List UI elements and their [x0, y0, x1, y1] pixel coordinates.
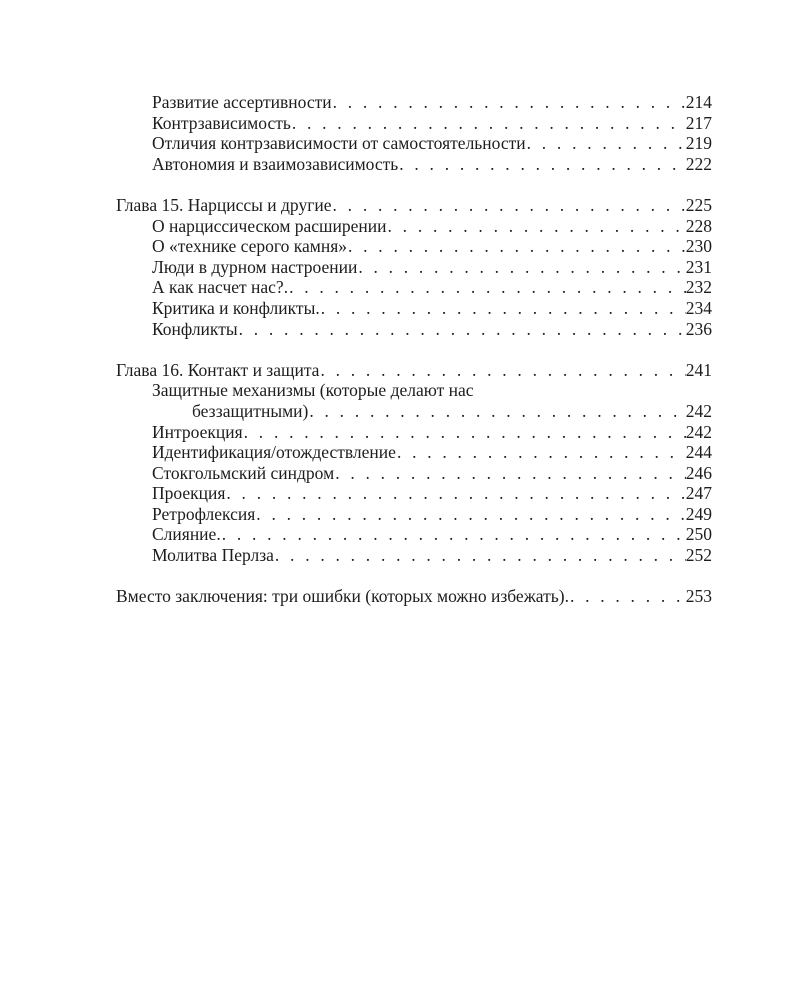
- toc-page-number: 236: [685, 318, 712, 339]
- toc-page-number: 232: [685, 277, 712, 298]
- toc-entry-title: Критика и конфликты.: [152, 297, 320, 318]
- toc-page-number: 247: [685, 483, 712, 504]
- toc-entry-title: О «технике серого камня»: [152, 236, 347, 257]
- toc-entry-row: [116, 257, 712, 278]
- toc-page-number: 219: [685, 133, 712, 154]
- toc-entry-row: [116, 422, 712, 443]
- toc-dot-leader: [308, 401, 685, 422]
- toc-entry-row: [116, 236, 712, 257]
- toc-dot-leader: [243, 422, 686, 443]
- toc-page-number: 246: [685, 462, 712, 483]
- table-of-contents: [116, 92, 712, 607]
- toc-page-number: 231: [685, 256, 712, 277]
- toc-dot-leader: [347, 236, 686, 257]
- toc-entry-title: О нарциссическом расширении: [152, 215, 387, 236]
- toc-chapter-row: [116, 360, 712, 381]
- toc-entry-row: [116, 483, 712, 504]
- section-gap: [116, 174, 712, 195]
- toc-page-number: 230: [685, 236, 712, 257]
- toc-dot-leader: [357, 257, 685, 278]
- toc-entry-title: Защитные механизмы (которые делают нас: [152, 380, 474, 401]
- toc-chapter-row: [116, 586, 712, 607]
- toc-page-number: 242: [685, 421, 712, 442]
- toc-page-number: 242: [685, 400, 712, 421]
- toc-entry-row: [116, 298, 712, 319]
- toc-page-number: 253: [685, 586, 712, 607]
- toc-entry-title: Отличия контрзависимости от самостоятельности: [152, 133, 526, 154]
- toc-entry-row: [116, 524, 712, 545]
- toc-entry-row: [116, 545, 712, 566]
- section-gap: [116, 566, 712, 587]
- section-gap: [116, 339, 712, 360]
- toc-entry-row: [116, 92, 712, 113]
- toc-page-number: 225: [685, 194, 712, 215]
- toc-page-number: 214: [685, 92, 712, 112]
- toc-entry-title: Ретрофлексия: [152, 503, 256, 524]
- toc-entry-row: [116, 277, 712, 298]
- toc-dot-leader: [225, 483, 685, 504]
- toc-entry-row: [116, 380, 712, 401]
- toc-dot-leader: [398, 154, 686, 175]
- toc-page-number: 241: [685, 359, 712, 380]
- toc-entry-title: Молитва Перлза: [152, 545, 274, 566]
- toc-page-number: 222: [685, 153, 712, 174]
- toc-entry-title: Люди в дурном настроении: [152, 256, 358, 277]
- toc-entry-row: [116, 401, 712, 422]
- toc-dot-leader: [396, 442, 686, 463]
- toc-page-number: 249: [685, 503, 712, 524]
- toc-chapter-row: [116, 195, 712, 216]
- toc-entry-row: [116, 113, 712, 134]
- toc-entry-row: [116, 319, 712, 340]
- toc-entry-title: Глава 15. Нарциссы и другие: [116, 194, 332, 215]
- toc-page-number: 234: [685, 297, 712, 318]
- toc-dot-leader: [526, 133, 686, 154]
- toc-dot-leader: [320, 298, 686, 319]
- toc-entry-title: Контрзависимость: [152, 112, 291, 133]
- toc-dot-leader: [291, 113, 686, 134]
- toc-page-number: 228: [685, 215, 712, 236]
- toc-entry-title: беззащитными): [192, 400, 309, 421]
- toc-dot-leader: [274, 545, 686, 566]
- toc-page-number: 250: [685, 524, 712, 545]
- toc-entry-row: [116, 154, 712, 175]
- toc-entry-title: Вместо заключения: три ошибки (которых можно избежать).: [116, 586, 569, 607]
- toc-entry-title: Конфликты: [152, 318, 238, 339]
- toc-entry-title: Проекция: [152, 483, 226, 504]
- toc-entry-row: [116, 133, 712, 154]
- toc-entry-title: Идентификация/отождествление: [152, 442, 396, 463]
- toc-entry-title: Слияние.: [152, 524, 221, 545]
- toc-dot-leader: [288, 277, 686, 298]
- toc-entry-title: Глава 16. Контакт и защита: [116, 359, 320, 380]
- toc-entry-title: Автономия и взаимозависимость: [152, 153, 399, 174]
- toc-dot-leader: [334, 463, 686, 484]
- toc-page-number: 244: [685, 442, 712, 463]
- toc-entry-row: [116, 442, 712, 463]
- toc-dot-leader: [332, 195, 686, 216]
- toc-dot-leader: [332, 92, 686, 113]
- toc-dot-leader: [238, 319, 686, 340]
- toc-entry-title: А как насчет нас?.: [152, 277, 289, 298]
- toc-entry-title: Развитие ассертивности: [152, 92, 332, 112]
- toc-entry-row: [116, 504, 712, 525]
- toc-entry-title: Стокгольмский синдром: [152, 462, 335, 483]
- toc-dot-leader: [387, 216, 686, 237]
- toc-dot-leader: [255, 504, 685, 525]
- toc-entry-title: Интроекция: [152, 421, 243, 442]
- toc-dot-leader: [319, 360, 685, 381]
- toc-page-number: 252: [685, 545, 712, 566]
- toc-entry-row: [116, 216, 712, 237]
- toc-dot-leader: [569, 586, 686, 607]
- toc-entry-row: [116, 463, 712, 484]
- toc-page-number: 217: [685, 112, 712, 133]
- toc-dot-leader: [221, 524, 686, 545]
